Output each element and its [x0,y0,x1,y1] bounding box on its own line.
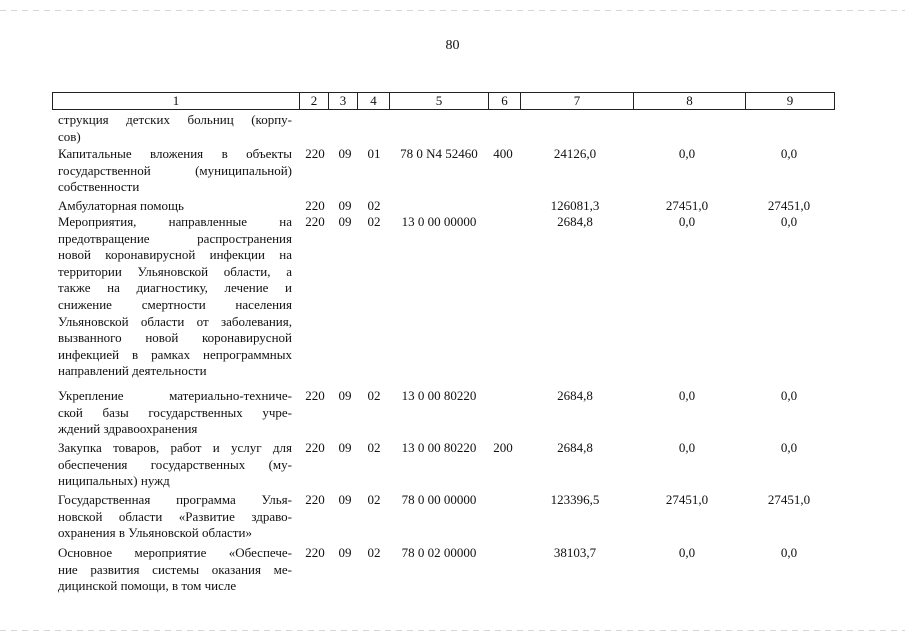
cell-col-3: 09 [338,440,352,455]
description-line: обеспечения государственных (му- [58,456,292,472]
cell-col-5: 13 0 00 80220 [401,388,477,403]
cell-col-2: 220 [305,440,325,455]
cell-col-7: 2684,8 [557,214,593,229]
column-header-7: 7 [520,93,633,109]
scan-artifact-bottom [0,630,905,631]
description-line: государственной (муниципальной) [58,162,292,178]
cell-col-8: 0,0 [678,388,696,403]
row-description [58,492,292,542]
cell-col-7: 38103,7 [553,545,597,560]
description-line: ние развития системы оказания ме- [58,561,292,577]
cell-col-7: 24126,0 [553,146,597,161]
cell-col-2: 220 [305,388,325,403]
row-description [58,146,292,196]
row-description [58,545,292,595]
cell-col-4: 02 [367,545,381,560]
column-header-9: 9 [745,93,834,109]
cell-col-3: 09 [338,545,352,560]
cell-col-4: 01 [367,146,381,161]
description-line: Основное мероприятие «Обеспече- [58,545,292,560]
description-line: охранения в Ульяновской области» [58,525,252,541]
cell-col-3: 09 [338,146,352,161]
column-header-2: 2 [299,93,328,109]
row-description [58,198,292,215]
cell-col-7: 2684,8 [557,388,593,403]
column-header-4: 4 [357,93,389,109]
cell-col-5: 13 0 00 00000 [401,214,477,229]
cell-col-8: 0,0 [678,146,696,161]
cell-col-8: 0,0 [678,545,696,560]
cell-col-7: 126081,3 [550,198,600,213]
cell-col-4: 02 [367,214,381,229]
cell-col-6: 400 [493,146,513,161]
cell-col-4: 02 [367,440,381,455]
description-line: ской базы государственных учре- [58,404,292,420]
cell-col-9: 0,0 [780,214,798,229]
cell-col-3: 09 [338,198,352,213]
column-header-5: 5 [389,93,488,109]
cell-col-6: 200 [493,440,513,455]
cell-col-8: 0,0 [678,214,696,229]
description-line: новской области «Развитие здраво- [58,508,292,524]
cell-col-9: 0,0 [780,545,798,560]
column-header-3: 3 [328,93,357,109]
cell-col-9: 0,0 [780,440,798,455]
column-header-8: 8 [633,93,745,109]
table-header [52,92,835,110]
description-line: Мероприятия, направленные на [58,214,292,229]
description-line: дицинской помощи, в том числе [58,578,237,594]
cell-col-4: 02 [367,492,381,507]
description-line: ждений здравоохранения [58,421,198,437]
description-line: Ульяновской области от заболевания, [58,313,292,329]
cell-col-7: 2684,8 [557,440,593,455]
cell-col-3: 09 [338,214,352,229]
row-description [58,214,292,380]
cell-col-5: 78 0 N4 52460 [400,146,478,161]
cell-col-8: 27451,0 [665,198,709,213]
description-line: струкция детских больниц (корпу- [58,112,292,127]
description-line: Государственная программа Улья- [58,492,292,507]
cell-col-9: 27451,0 [767,198,811,213]
column-header-6: 6 [488,93,520,109]
scan-artifact-top [0,10,905,11]
cell-col-2: 220 [305,214,325,229]
description-line: собственности [58,179,140,195]
row-description [58,388,292,438]
description-line: направлений деятельности [58,363,207,379]
description-line: новой коронавирусной инфекции на [58,247,292,263]
description-line: предотвращение распространения [58,230,292,246]
page-number: 80 [445,38,460,53]
description-line: Укрепление материально-техниче- [58,388,292,403]
description-line: Амбулаторная помощь [58,198,184,213]
description-line: снижение смертности населения [58,296,292,312]
cell-col-4: 02 [367,198,381,213]
cell-col-5: 13 0 00 80220 [401,440,477,455]
cell-col-2: 220 [305,146,325,161]
description-line: Закупка товаров, работ и услуг для [58,440,292,455]
description-line: ниципальных) нужд [58,473,170,489]
description-line: территории Ульяновской области, а [58,263,292,279]
description-line: сов) [58,128,81,144]
cell-col-7: 123396,5 [550,492,600,507]
cell-col-9: 0,0 [780,388,798,403]
description-line: Капитальные вложения в объекты [58,146,292,161]
cell-col-2: 220 [305,492,325,507]
cell-col-4: 02 [367,388,381,403]
description-line: вызванного новой коронавирусной [58,330,292,346]
cell-col-5: 78 0 00 00000 [401,492,477,507]
cell-col-5: 78 0 02 00000 [401,545,477,560]
cell-col-9: 27451,0 [767,492,811,507]
description-line: также на диагностику, лечение и [58,280,292,296]
column-header-1: 1 [172,93,180,108]
cell-col-2: 220 [305,198,325,213]
cell-col-8: 0,0 [678,440,696,455]
cell-col-9: 0,0 [780,146,798,161]
description-line: инфекцией в рамках непрограммных [58,346,292,362]
cell-col-8: 27451,0 [665,492,709,507]
row-description [58,440,292,490]
cell-col-3: 09 [338,492,352,507]
row-description [58,112,292,145]
cell-col-2: 220 [305,545,325,560]
cell-col-3: 09 [338,388,352,403]
